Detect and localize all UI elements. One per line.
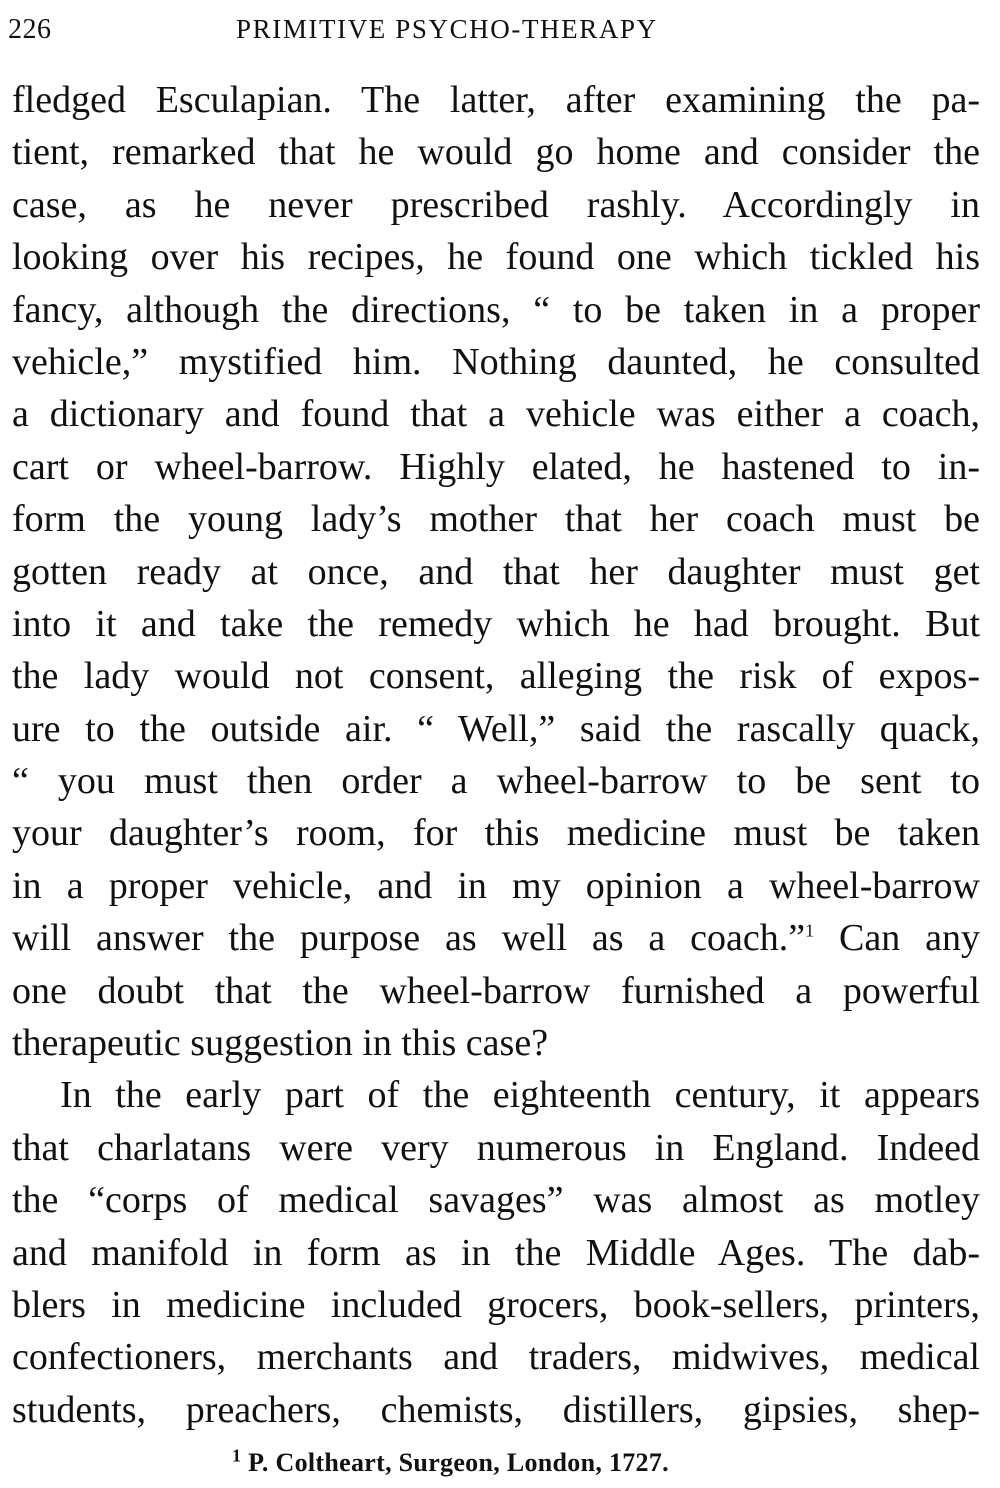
running-head (8, 8, 993, 48)
text-line: In the early part of the eighteenth century, it appears (60, 1074, 980, 1117)
text-line: students, preachers, chemists, distillers, gipsies, shep- (12, 1388, 980, 1431)
text-line: form the young lady’s mother that her coach must be (12, 498, 980, 541)
text-line: a dictionary and found that a vehicle was either a coach, (12, 393, 980, 436)
line-text: will answer the purpose as well as a coach.” (12, 917, 806, 960)
running-title: PRIMITIVE PSYCHO-THERAPY (236, 14, 658, 44)
text-line: that charlatans were very numerous in England. Indeed (12, 1126, 980, 1169)
text-line: gotten ready at once, and that her daughter must get (12, 550, 980, 593)
text-line: tient, remarked that he would go home and consider the (12, 131, 980, 174)
text-line: your daughter’s room, for this medicine must be taken (12, 812, 980, 855)
text-line: ure to the outside air. “ Well,” said the rascally quack, (12, 707, 980, 750)
text-line: fledged Esculapian. The latter, after examining the pa- (12, 79, 980, 121)
text-line: the “corps of medical savages” was almost as motley (12, 1179, 980, 1222)
footnote-text: P. Coltheart, Surgeon, London, 1727. (248, 1448, 669, 1477)
footnote (232, 1445, 669, 1478)
text-line: cart or wheel-barrow. Highly elated, he hastened to in- (12, 445, 980, 488)
footnote-reference: 1 (805, 920, 815, 941)
text-line: blers in medicine included grocers, book-sellers, printers, (12, 1283, 980, 1326)
text-line: one doubt that the wheel-barrow furnished a powerful (12, 969, 980, 1012)
text-line: in a proper vehicle, and in my opinion a wheel-barrow (12, 864, 980, 907)
text-line: and manifold in form as in the Middle Ages. The dab- (12, 1231, 980, 1274)
text-line: therapeutic suggestion in this case? (12, 1022, 549, 1065)
text-line: confectioners, merchants and traders, midwives, medical (12, 1336, 980, 1379)
text-line: into it and take the remedy which he had brought. But (12, 602, 980, 645)
text-line: fancy, although the directions, “ to be taken in a proper (12, 288, 980, 331)
page-number: 226 (8, 14, 52, 45)
text-line-with-footnote (12, 912, 980, 964)
footnote-mark: 1 (232, 1445, 242, 1466)
text-line: vehicle,” mystified him. Nothing daunted, he consulted (12, 340, 980, 383)
text-line: looking over his recipes, he found one which tickled his (12, 236, 980, 279)
body-text (12, 74, 980, 1436)
line-text: Can any (839, 917, 980, 960)
text-line: case, as he never prescribed rashly. Accordingly in (12, 183, 980, 226)
text-line: the lady would not consent, alleging the risk of expos- (12, 655, 980, 698)
text-line: “ you must then order a wheel-barrow to be sent to (12, 760, 980, 803)
